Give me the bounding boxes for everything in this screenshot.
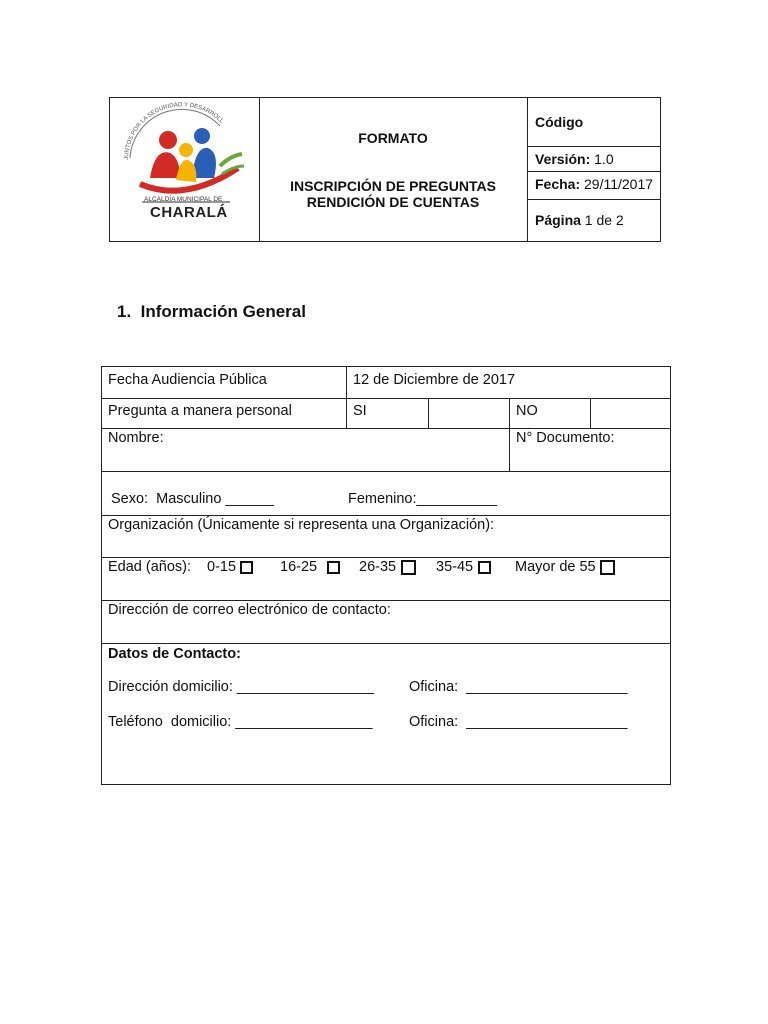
si-label: SI (353, 403, 367, 419)
pregunta-personal-label: Pregunta a manera personal (108, 403, 292, 419)
version-value: 1.0 (594, 151, 614, 167)
document-title-line2: RENDICIÓN DE CUENTAS (306, 194, 480, 210)
document-title-line1: INSCRIPCIÓN DE PREGUNTAS (290, 178, 496, 194)
logo-name-text: CHARALÁ (150, 204, 228, 221)
sexo-masculino-label[interactable]: Sexo: Masculino ______ (111, 491, 274, 507)
edad-option-16-25: 16-25 (280, 559, 318, 575)
fecha-label: Fecha: (535, 176, 581, 192)
fecha-row (528, 176, 660, 192)
organizacion-label: Organización (Únicamente si representa una Organización): (108, 517, 495, 533)
logo-arc-text: JUNTOS POR LA SEGURIDAD Y DESARROLL (123, 102, 225, 161)
general-info-form (101, 366, 671, 785)
documento-field[interactable] (512, 447, 668, 469)
no-label: NO (516, 403, 538, 419)
pagina-label: Página (535, 212, 581, 228)
fecha-value: 29/11/2017 (584, 176, 654, 192)
logo-small-text: ALCALDÍA MUNICIPAL DE (144, 196, 223, 203)
header-meta-cell (528, 98, 660, 241)
edad-option-0-15: 0-15 (207, 559, 237, 575)
pagina-row (528, 212, 660, 228)
sexo-femenino-label[interactable]: Femenino:__________ (348, 491, 498, 507)
documento-label: N° Documento: (516, 430, 615, 446)
checkbox-edad-0-15[interactable] (240, 561, 253, 574)
organizacion-field[interactable] (104, 535, 668, 555)
checkbox-edad-35-45[interactable] (478, 561, 491, 574)
section-title-text: Información General (140, 302, 306, 321)
fecha-audiencia-value: 12 de Diciembre de 2017 (353, 372, 516, 388)
nombre-label: Nombre: (108, 430, 164, 446)
section-number: 1. (117, 302, 132, 321)
checkbox-edad-16-25[interactable] (327, 561, 340, 574)
header-title-cell (259, 98, 528, 241)
correo-label: Dirección de correo electrónico de contacto: (108, 602, 391, 618)
oficina-telefono-field[interactable]: Oficina: ____________________ (409, 714, 628, 730)
document-header (109, 97, 661, 242)
checkbox-edad-26-35[interactable] (401, 560, 416, 575)
edad-option-mayor-55: Mayor de 55 (515, 559, 596, 575)
correo-field[interactable] (104, 620, 668, 641)
datos-contacto-title: Datos de Contacto: (108, 646, 241, 662)
direccion-domicilio-field[interactable]: Dirección domicilio: _________________ (108, 679, 375, 695)
nombre-field[interactable] (104, 447, 504, 469)
municipality-logo (110, 98, 260, 241)
checkbox-edad-mayor-55[interactable] (600, 560, 615, 575)
version-label: Versión: (535, 151, 591, 167)
section-title (117, 302, 306, 322)
pagina-value: 1 de 2 (584, 212, 624, 228)
no-answer-field[interactable] (592, 400, 668, 427)
edad-option-26-35: 26-35 (359, 559, 397, 575)
codigo-label: Código (535, 114, 584, 130)
edad-label: Edad (años): (108, 559, 192, 575)
fecha-audiencia-label: Fecha Audiencia Pública (108, 372, 267, 388)
si-answer-field[interactable] (430, 400, 508, 427)
oficina-direccion-field[interactable]: Oficina: ____________________ (409, 679, 628, 695)
telefono-domicilio-field[interactable]: Teléfono domicilio: _________________ (108, 714, 373, 730)
formato-label: FORMATO (358, 130, 428, 146)
edad-option-35-45: 35-45 (436, 559, 474, 575)
version-row (528, 151, 660, 167)
